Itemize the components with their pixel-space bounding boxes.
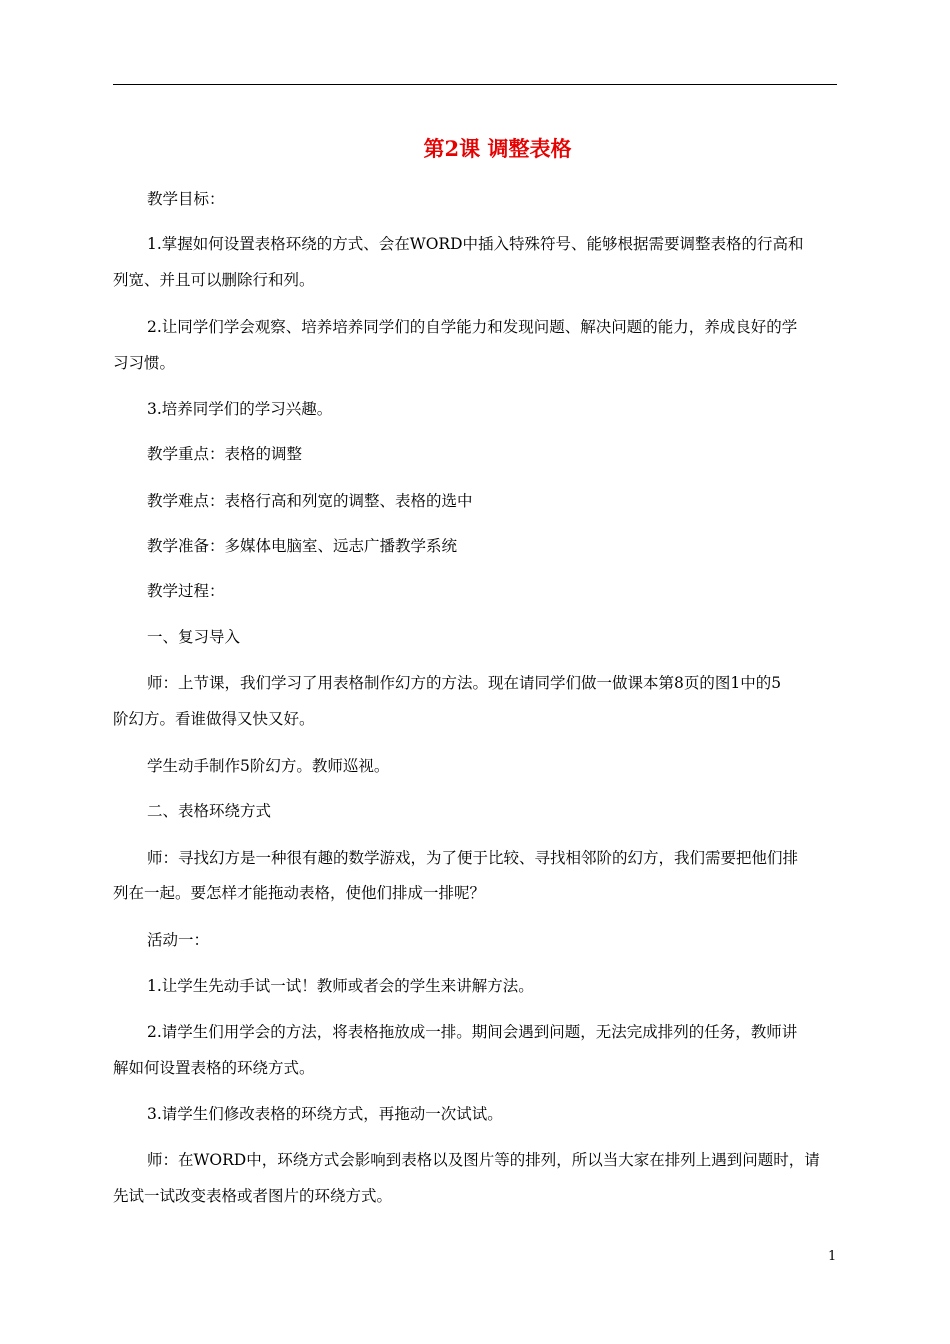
paragraph-line: 1.让学生先动手试一试！教师或者会的学生来讲解方法。: [147, 977, 534, 995]
key-point-line: 教学重点：表格的调整: [147, 445, 303, 463]
difficulty-line: 教学难点：表格行高和列宽的调整、表格的选中: [147, 492, 473, 510]
paragraph-line: 阶幻方。看谁做得又快又好。: [113, 710, 315, 728]
activity-label: 活动一：: [147, 931, 210, 949]
paragraph-line: 师：在WORD中，环绕方式会影响到表格以及图片等的排列，所以当大家在排列上遇到问题时，请: [147, 1151, 820, 1169]
section-label-process: 教学过程：: [147, 582, 225, 600]
page-title: 第2课 调整表格: [423, 136, 572, 161]
header-rule: [113, 84, 837, 85]
paragraph-line: 3.请学生们修改表格的环绕方式，再拖动一次试试。: [147, 1105, 503, 1123]
section-heading: 二、表格环绕方式: [147, 802, 272, 820]
paragraph-line: 学生动手制作5阶幻方。教师巡视。: [147, 757, 390, 775]
paragraph-line: 师：寻找幻方是一种很有趣的数学游戏，为了便于比较、寻找相邻阶的幻方，我们需要把他们排: [147, 849, 799, 867]
paragraph-line: 列宽、并且可以删除行和列。: [113, 271, 315, 289]
page-number: 1: [828, 1249, 837, 1264]
paragraph-line: 2.让同学们学会观察、培养培养同学们的自学能力和发现问题、解决问题的能力，养成良好的学: [147, 318, 798, 336]
paragraph-line: 1.掌握如何设置表格环绕的方式、会在WORD中插入特殊符号、能够根据需要调整表格的行高和: [147, 235, 804, 253]
preparation-line: 教学准备：多媒体电脑室、远志广播教学系统: [147, 537, 458, 555]
paragraph-line: 先试一试改变表格或者图片的环绕方式。: [113, 1187, 393, 1205]
paragraph-line: 解如何设置表格的环绕方式。: [113, 1059, 315, 1077]
paragraph-line: 3.培养同学们的学习兴趣。: [147, 400, 333, 418]
paragraph-line: 习习惯。: [113, 354, 176, 372]
paragraph-line: 列在一起。要怎样才能拖动表格，使他们排成一排呢？: [113, 884, 486, 902]
section-label-objectives: 教学目标：: [147, 190, 225, 208]
paragraph-line: 2.请学生们用学会的方法，将表格拖放成一排。期间会遇到问题，无法完成排列的任务，教师讲: [147, 1023, 798, 1041]
section-heading: 一、复习导入: [147, 628, 241, 646]
paragraph-line: 师：上节课，我们学习了用表格制作幻方的方法。现在请同学们做一做课本第8页的图1中的5: [147, 674, 782, 692]
